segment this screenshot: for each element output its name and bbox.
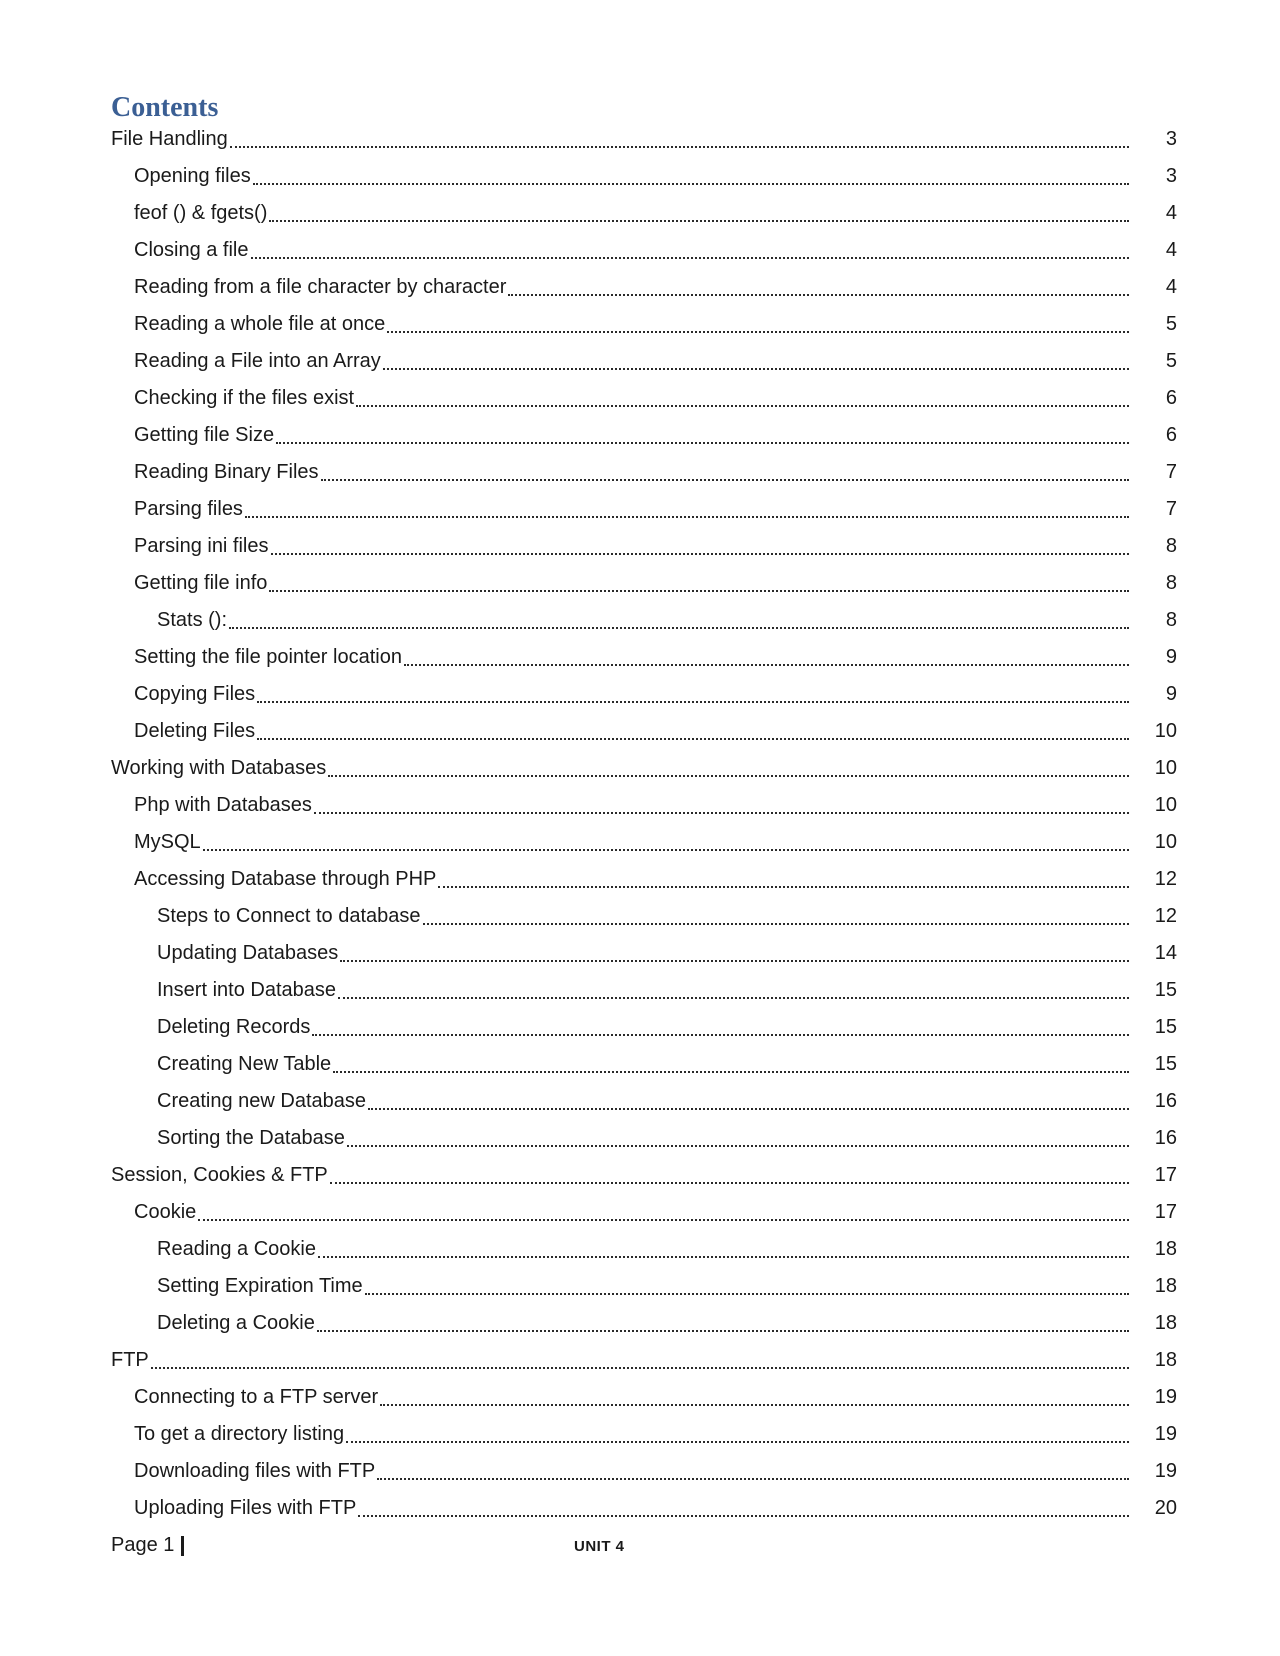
toc-entry-page-number: 3 [1165,128,1177,150]
toc-entry-page-number: 18 [1154,1349,1177,1371]
toc-entry-label: Php with Databases [134,794,312,816]
toc-entry-label: To get a directory listing [134,1423,345,1445]
toc-entry-label: feof () & fgets() [134,202,268,224]
toc-entry-page-number: 16 [1154,1090,1177,1112]
toc-entry-label: Session, Cookies & FTP [111,1164,328,1186]
toc-entry-label: FTP [111,1349,149,1371]
toc-entry-page-number: 3 [1165,165,1177,187]
toc-entry-label: Setting Expiration Time [157,1275,363,1297]
toc-entry-label: Copying Files [134,683,256,705]
toc-entry-label: Closing a file [134,239,249,261]
toc-dot-leader [203,849,1129,851]
toc-entry-page-number: 12 [1154,905,1177,927]
toc-entry-page-number: 19 [1154,1386,1177,1408]
toc-entry-label: Deleting a Cookie [157,1312,315,1334]
page-footer [111,1534,1177,1564]
toc-entry-page-number: 7 [1165,461,1177,483]
toc-dot-leader [269,220,1129,222]
toc-dot-leader [245,516,1129,518]
toc-entry-page-number: 8 [1165,572,1177,594]
toc-entry-page-number: 15 [1154,979,1177,1001]
toc-entry-page-number: 15 [1154,1053,1177,1075]
toc-dot-leader [346,1441,1129,1443]
toc-heading: Contents [111,92,219,123]
toc-entry[interactable] [0,824,1280,861]
toc-entry-label: Downloading files with FTP [134,1460,376,1482]
toc-entry[interactable] [0,713,1280,750]
toc-entry-label: Deleting Records [157,1016,311,1038]
toc-dot-leader [338,997,1129,999]
toc-entry-page-number: 6 [1165,387,1177,409]
toc-entry-label: File Handling [111,128,228,150]
toc-entry-label: Cookie [134,1201,197,1223]
toc-entry[interactable] [0,1083,1280,1120]
footer-separator [181,1536,184,1556]
toc-entry-label: Steps to Connect to database [157,905,421,927]
toc-dot-leader [269,590,1129,592]
toc-dot-leader [365,1293,1129,1295]
toc-entry[interactable] [0,1046,1280,1083]
toc-entry[interactable] [0,232,1280,269]
toc-entry-page-number: 18 [1154,1275,1177,1297]
toc-dot-leader [151,1367,1129,1369]
toc-dot-leader [383,368,1129,370]
toc-entry-page-number: 17 [1154,1201,1177,1223]
toc-dot-leader [271,553,1129,555]
toc-entry[interactable] [0,343,1280,380]
toc-entry-page-number: 18 [1154,1238,1177,1260]
toc-entry-page-number: 7 [1165,498,1177,520]
toc-entry-page-number: 10 [1154,794,1177,816]
toc-dot-leader [251,257,1129,259]
toc-dot-leader [229,627,1129,629]
toc-entry-label: Connecting to a FTP server [134,1386,379,1408]
toc-dot-leader [257,701,1129,703]
toc-entry-page-number: 10 [1154,757,1177,779]
toc-entry[interactable] [0,1453,1280,1490]
toc-entry-label: Reading a File into an Array [134,350,381,372]
toc-entry-label: Setting the file pointer location [134,646,402,668]
toc-dot-leader [377,1478,1129,1480]
toc-dot-leader [276,442,1129,444]
toc-entry[interactable] [0,1157,1280,1194]
toc-dot-leader [330,1182,1129,1184]
toc-entry-label: Creating new Database [157,1090,367,1112]
toc-entry-label: Uploading Files with FTP [134,1497,357,1519]
toc-entry-label: Updating Databases [157,942,339,964]
toc-entry-page-number: 5 [1165,350,1177,372]
toc-entry[interactable] [0,1268,1280,1305]
toc-entry-label: Checking if the files exist [134,387,355,409]
toc-entry-label: Creating New Table [157,1053,332,1075]
toc-entry-label: Working with Databases [111,757,327,779]
toc-entry[interactable] [0,491,1280,528]
toc-entry-label: MySQL [134,831,201,853]
toc-entry-page-number: 19 [1154,1423,1177,1445]
toc-entry-label: Deleting Files [134,720,256,742]
toc-entry[interactable] [0,417,1280,454]
toc-entry[interactable] [0,935,1280,972]
toc-entry-page-number: 18 [1154,1312,1177,1334]
toc-entry-label: Getting file info [134,572,268,594]
toc-entry[interactable] [0,1120,1280,1157]
toc-dot-leader [328,775,1129,777]
toc-entry[interactable] [0,898,1280,935]
toc-entry[interactable] [0,380,1280,417]
toc-dot-leader [317,1330,1129,1332]
toc-dot-leader [230,146,1129,148]
toc-entry[interactable] [0,121,1280,158]
toc-entry[interactable] [0,454,1280,491]
toc-dot-leader [423,923,1129,925]
toc-entry-page-number: 14 [1154,942,1177,964]
toc-dot-leader [404,664,1129,666]
toc-dot-leader [318,1256,1129,1258]
toc-entry-page-number: 4 [1165,239,1177,261]
toc-entry[interactable] [0,1009,1280,1046]
toc-entry[interactable] [0,1490,1280,1527]
toc-entry-page-number: 20 [1154,1497,1177,1519]
toc-entry-label: Reading Binary Files [134,461,319,483]
toc-entry-label: Reading a Cookie [157,1238,316,1260]
toc-dot-leader [333,1071,1129,1073]
toc-entry[interactable] [0,602,1280,639]
toc-entry-label: Accessing Database through PHP [134,868,437,890]
toc-entry-page-number: 9 [1165,646,1177,668]
toc-entry-label: Parsing ini files [134,535,269,557]
footer-unit-label: UNIT 4 [574,1538,625,1555]
toc-entry[interactable] [0,676,1280,713]
toc-dot-leader [312,1034,1129,1036]
toc-entry-page-number: 4 [1165,202,1177,224]
toc-entry[interactable] [0,787,1280,824]
toc-entry[interactable] [0,861,1280,898]
toc-entry[interactable] [0,269,1280,306]
toc-entry-page-number: 16 [1154,1127,1177,1149]
toc-entry-page-number: 12 [1154,868,1177,890]
toc-entry-label: Reading a whole file at once [134,313,386,335]
toc-entry-page-number: 8 [1165,609,1177,631]
toc-dot-leader [508,294,1129,296]
toc-entry-label: Getting file Size [134,424,275,446]
toc-entry-page-number: 15 [1154,1016,1177,1038]
toc-entry[interactable] [0,972,1280,1009]
toc-dot-leader [380,1404,1129,1406]
toc-entry[interactable] [0,1379,1280,1416]
toc-entry[interactable] [0,195,1280,232]
footer-page-number: Page 1 [111,1534,175,1556]
toc-entry-page-number: 5 [1165,313,1177,335]
toc-dot-leader [314,812,1129,814]
toc-entry[interactable] [0,639,1280,676]
toc-entry-page-number: 9 [1165,683,1177,705]
toc-entry-label: Insert into Database [157,979,336,1001]
toc-entry[interactable] [0,528,1280,565]
toc-entry[interactable] [0,306,1280,343]
toc-entry[interactable] [0,565,1280,602]
toc-dot-leader [358,1515,1129,1517]
toc-entry-page-number: 6 [1165,424,1177,446]
toc-entry-label: Parsing files [134,498,243,520]
toc-dot-leader [347,1145,1129,1147]
toc-entry[interactable] [0,158,1280,195]
toc-entry-label: Opening files [134,165,251,187]
toc-entry-label: Sorting the Database [157,1127,345,1149]
toc-entry[interactable] [0,1342,1280,1379]
toc-entry-label: Reading from a file character by character [134,276,507,298]
toc-dot-leader [340,960,1129,962]
toc-dot-leader [438,886,1129,888]
toc-entry[interactable] [0,1194,1280,1231]
toc-dot-leader [321,479,1129,481]
toc-entry-page-number: 17 [1154,1164,1177,1186]
toc-dot-leader [257,738,1129,740]
toc-entry-page-number: 4 [1165,276,1177,298]
toc-dot-leader [387,331,1129,333]
toc-dot-leader [356,405,1129,407]
toc-entry-label: Stats (): [157,609,228,631]
toc-entry-page-number: 10 [1154,720,1177,742]
toc-entry[interactable] [0,1305,1280,1342]
toc-entry-page-number: 10 [1154,831,1177,853]
toc-dot-leader [368,1108,1129,1110]
toc-entry[interactable] [0,750,1280,787]
toc-dot-leader [253,183,1129,185]
toc-entry-page-number: 19 [1154,1460,1177,1482]
toc-dot-leader [198,1219,1129,1221]
toc-entry-page-number: 8 [1165,535,1177,557]
table-of-contents [0,121,1280,1527]
toc-entry[interactable] [0,1416,1280,1453]
toc-entry[interactable] [0,1231,1280,1268]
